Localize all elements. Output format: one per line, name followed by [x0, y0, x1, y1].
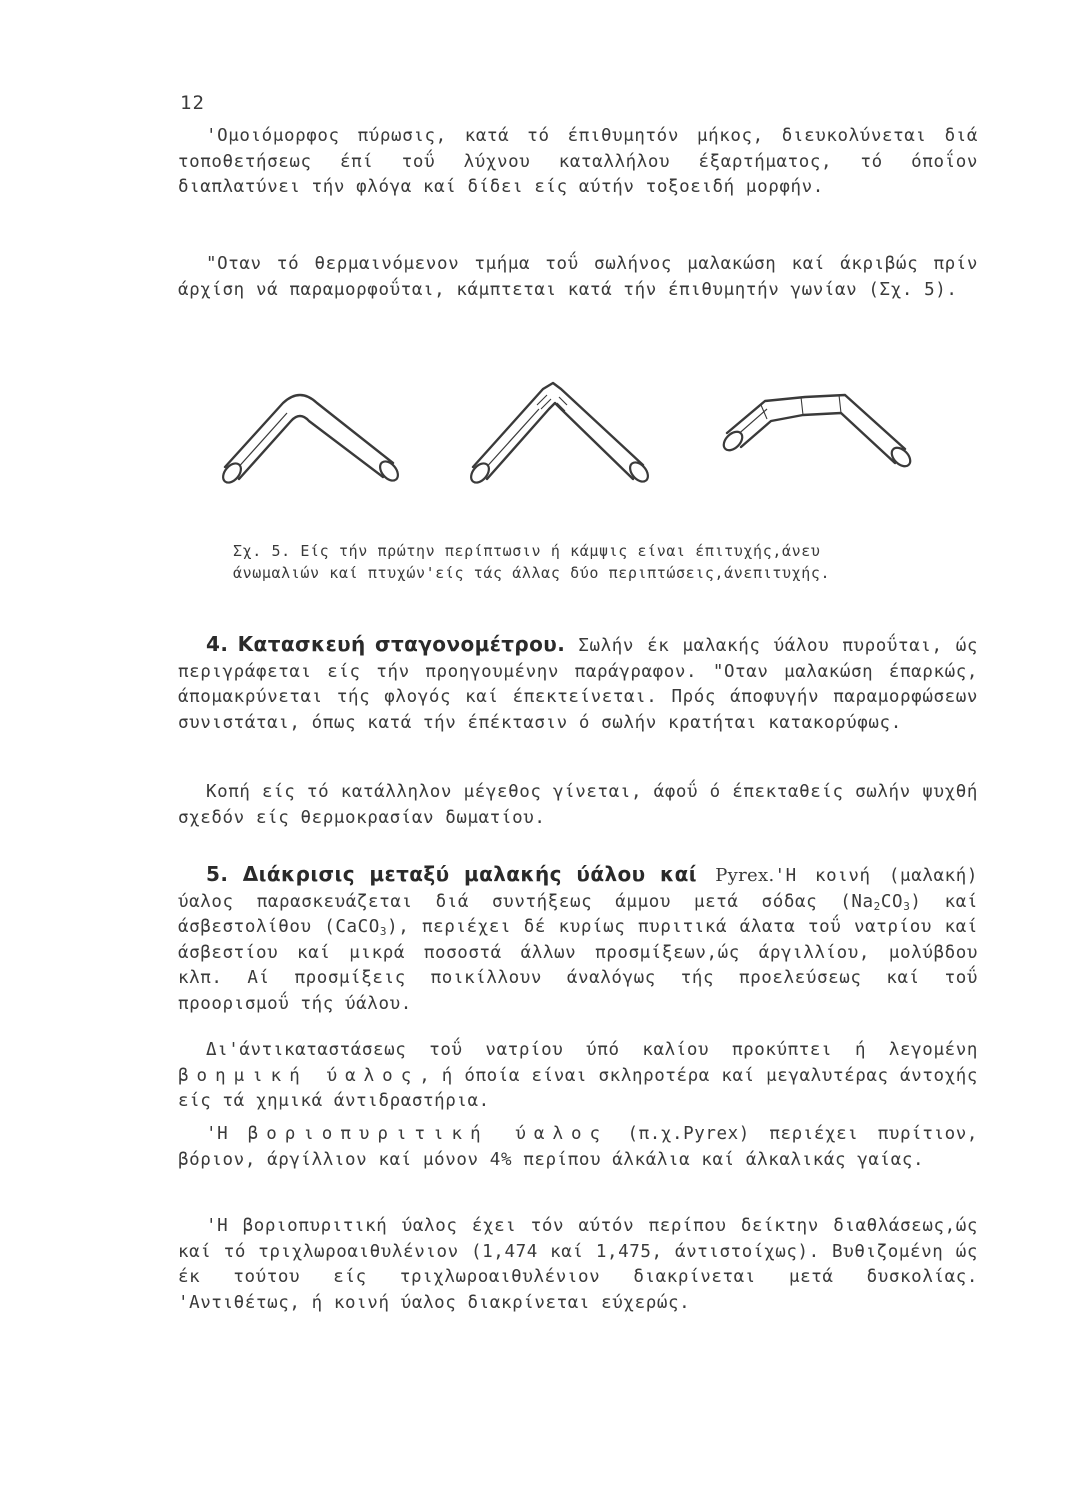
tube-flattened-bend [720, 395, 913, 470]
bohemian-glass-end: , ή όποία είναι σκληροτέρα καί μεγαλυτέρας άντοχής είς τά χημικά άντιδραστήρια. [178, 1065, 978, 1111]
bohemian-glass-term: βοημική ύαλος [178, 1065, 420, 1086]
tube-kinked-bend [468, 383, 652, 486]
section-5-text-c: ) καί άσβεστολίθου (CaCO [178, 891, 978, 937]
paragraph-bohemian-glass [178, 1038, 978, 1115]
section-4-cutting-text: Κοπή είς τό κατάλληλον μέγεθος γίνεται, άφοΰ ό έπεκταθείς σωλήν ψυχθή σχεδόν είς θερμοκρασίαν δωματίου. [178, 782, 978, 828]
figure-bent-tubes [205, 375, 945, 505]
paragraph-refractive-index [178, 1214, 978, 1316]
paragraph-bending-text: "Οταν τό θερμαινόμενον τμήμα τοΰ σωλήνος μαλακώση καί άκριβώς πρίν άρχίση νά παραμορφοΰται, κάμπτεται κατά τήν έπιθυμητήν γωνίαν (Σχ. 5). [178, 254, 978, 300]
paragraph-uniform-heating-text: 'Ομοιόμορφος πύρωσις, κατά τό έπιθυμητόν μήκος, διευκολύνεται διά τοποθετήσεως έπί τοΰ λύχνου καταλλήλου έξαρτήματος, τό όποΐον διαπλατύνει τήν φλόγα καί δίδει είς αύτήν τοξοειδή μορφήν. [178, 126, 978, 197]
paragraph-uniform-heating [178, 124, 978, 201]
section-5-glass-distinction [178, 862, 978, 1017]
section-5-text-d: ), περιέχει δέ κυρίως πυριτικά άλατα τοΰ νατρίου καί άσβεστίου καί μικρά ποσοστά άλλων προσμίξεων,ώς άργιλλίου, μολύβδου κλπ. Αί προσμίξεις ποικίλλουν άναλόγως τής προελεύσεως καί τοΰ προορισμοΰ τής ύάλου. [178, 917, 978, 1014]
section-5-heading: 5. Διάκρισις μεταξύ μαλακής ύάλου καί [206, 862, 697, 886]
bohemian-glass-start: Δι'άντικαταστάσεως τοΰ νατρίου ύπό καλίου προκύπτει ή λεγομένη [206, 1040, 978, 1060]
borosilicate-start: 'Η [206, 1124, 229, 1144]
figure-caption-line-2: άνωμαλιών καί πτυχών'είς τάς άλλας δύο περιπτώσεις,άνεπιτυχής. [233, 564, 831, 582]
section-4-heading: 4. Κατασκευή σταγονομέτρου. [206, 632, 566, 656]
tube-smooth-bend [220, 395, 402, 486]
paragraph-borosilicate-glass [178, 1122, 978, 1173]
paragraph-bending [178, 252, 978, 303]
section-4-cutting [178, 780, 978, 831]
section-5-text-b: CO [880, 891, 904, 912]
section-5-text-a: 'Η κοινή (μαλακή) ύαλος παρασκευάζεται διά συντήξεως άμμου μετά σόδας (Na [178, 866, 979, 912]
figure-caption [233, 540, 953, 584]
refractive-index-text: 'Η βοριοπυριτική ύαλος έχει τόν αύτόν περίπου δείκτην διαθλάσεως,ώς καί τό τριχλωροαιθυλένιον (1,474 καί 1,475, άντιστοίχως). Βυθιζομένη ώς έκ τούτου είς τριχλωροαιθυλένιον διακρίνεται μετά δυσκολίας. 'Αντιθέτως, ή κοινή ύαλος διακρίνεται εύχερώς. [178, 1216, 978, 1313]
subscript-na2: 2 [873, 899, 881, 913]
subscript-co3: 3 [903, 899, 911, 913]
page-number: 12 [180, 92, 205, 114]
borosilicate-term: βοριοπυριτική ύαλος [247, 1124, 609, 1144]
section-4-dropper [178, 632, 978, 736]
section-4-text: Σωλήν έκ μαλακής ύάλου πυροΰται, ώς περιγράφεται είς τήν προηγουμένην παράγραφον. "Οταν μαλακώση έπαρκώς, άπομακρύνεται τής φλογός καί έπεκτείνεται. Πρός άποφυγήν παραμορφώσεων συνιστάται, όπως κατά τήν έπέκτασιν ό σωλήν κρατήται κατακορύφως. [178, 636, 978, 733]
borosilicate-end: (π.χ.Pyrex) περιέχει πυρίτιον, βόριον, άργίλλιον καί μόνον 4% περίπου άλκάλια καί άλκαλικάς γαίας. [178, 1124, 978, 1170]
figure-caption-line-1: Σχ. 5. Είς τήν πρώτην περίπτωσιν ή κάμψις είναι έπιτυχής,άνευ [233, 542, 821, 560]
section-5-heading-pyrex: Pyrex. [715, 865, 775, 886]
subscript-caco3: 3 [379, 925, 388, 938]
